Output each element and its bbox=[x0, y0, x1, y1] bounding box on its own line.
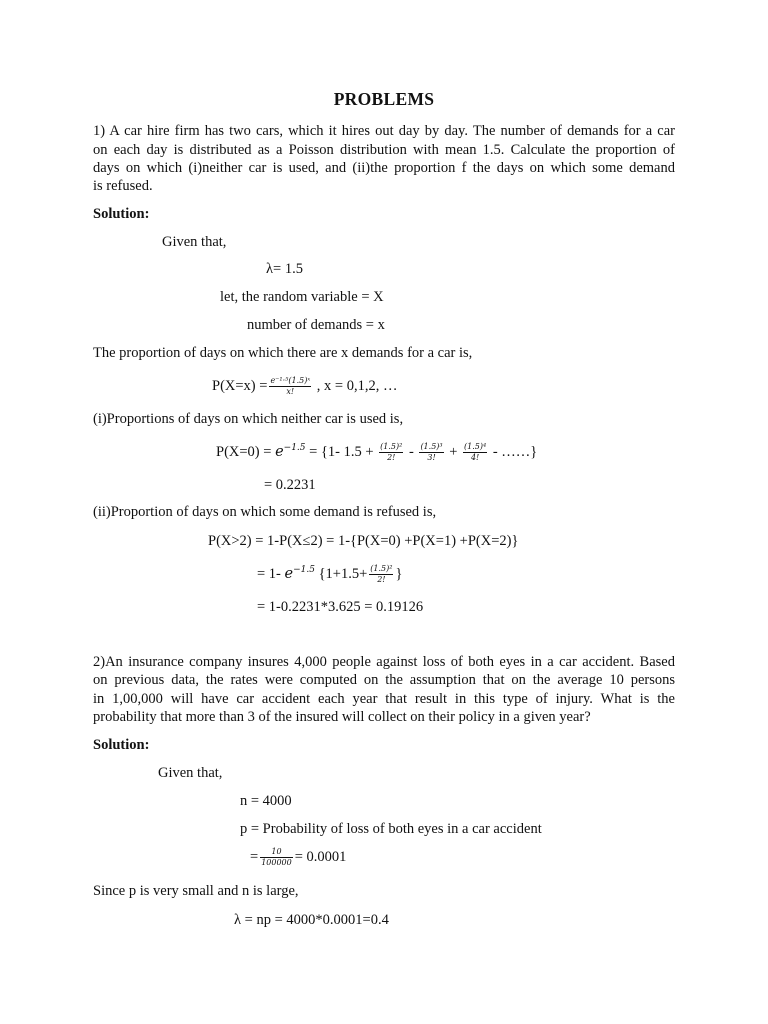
p0-e: e bbox=[275, 443, 284, 460]
part-i-text: (i)Proportions of days on which neither car is used is, bbox=[93, 411, 404, 427]
p-val: = 0.0001 bbox=[294, 848, 347, 865]
pgt2-line-3: = 1-0.2231*3.625 = 0.19126 bbox=[257, 599, 424, 615]
pgt2-e: e bbox=[284, 565, 294, 582]
pgt2-l2-b: {1+1.5+ bbox=[318, 565, 368, 582]
p-den: 100000 bbox=[261, 858, 292, 867]
problem1-line-2: on each day is distributed as a Poisson distribution with mean 1.5. Calculate the proportion of bbox=[93, 142, 675, 158]
p0-f2-den: 3! bbox=[419, 452, 443, 463]
p0-minus: - bbox=[408, 443, 414, 460]
p0-f3-num: (1.5)⁴ bbox=[464, 442, 487, 451]
random-variable-def: let, the random variable = X bbox=[220, 289, 384, 305]
p-value-formula bbox=[250, 847, 346, 868]
p0-formula bbox=[216, 442, 537, 463]
p0-fraction-3 bbox=[463, 442, 487, 463]
p0-tail: - ……} bbox=[492, 443, 538, 460]
p0-plus: + bbox=[449, 443, 458, 460]
pgt2-l2-a: = 1- bbox=[257, 565, 281, 582]
n-value: n = 4000 bbox=[240, 793, 292, 809]
p0-f2-num: (1.5)³ bbox=[420, 442, 443, 451]
pgt2-f-den: 2! bbox=[369, 574, 393, 585]
p-eq: = bbox=[250, 848, 259, 865]
p0-eq: = {1- 1.5 + bbox=[309, 443, 374, 460]
pmf-right: , x = 0,1,2, … bbox=[316, 377, 398, 394]
p0-f1-num: (1.5)² bbox=[380, 442, 403, 451]
lambda-1: λ= 1.5 bbox=[266, 261, 303, 277]
pmf-numerator: e⁻¹·⁵(1.5)ˣ bbox=[270, 376, 311, 385]
pgt2-fraction bbox=[369, 564, 393, 585]
proportion-text: The proportion of days on which there are x demands for a car is, bbox=[93, 345, 473, 361]
p0-fraction-2 bbox=[419, 442, 443, 463]
p-fraction bbox=[260, 847, 293, 868]
pmf-denominator: x! bbox=[269, 386, 311, 397]
demands-def: number of demands = x bbox=[247, 317, 385, 333]
problem1-line-1: 1) A car hire firm has two cars, which it hires out day by day. The number of demands for a car bbox=[93, 123, 675, 139]
pgt2-line-2 bbox=[257, 564, 402, 585]
problem2-line-3: in 1,00,000 will have car accident each year that result in this type of injury. What is the bbox=[93, 691, 675, 707]
p0-exponent: −1.5 bbox=[283, 443, 306, 453]
pgt2-exponent: −1.5 bbox=[293, 565, 315, 575]
page-title: PROBLEMS bbox=[333, 89, 435, 109]
part-ii-text: (ii)Proportion of days on which some demand is refused is, bbox=[93, 504, 437, 520]
p0-left: P(X=0) = bbox=[216, 443, 272, 460]
pgt2-line-1: P(X>2) = 1-P(X≤2) = 1-{P(X=0) +P(X=1) +P(X=2)} bbox=[208, 533, 519, 549]
problem2-line-4: probability that more than 3 of the insured will collect on their policy in a given year? bbox=[93, 709, 591, 725]
p-definition: p = Probability of loss of both eyes in a car accident bbox=[240, 821, 542, 837]
problem1-line-4: is refused. bbox=[93, 178, 153, 194]
p-num: 10 bbox=[271, 847, 282, 856]
solution-label-1: Solution: bbox=[93, 206, 150, 222]
problem1-line-3: days on which (i)neither car is used, and (ii)the proportion f the days on which some demand bbox=[93, 160, 675, 176]
p0-fraction-1 bbox=[379, 442, 403, 463]
lambda-2: λ = np = 4000*0.0001=0.4 bbox=[234, 912, 389, 928]
p0-f1-den: 2! bbox=[379, 452, 403, 463]
pmf-formula bbox=[212, 376, 397, 397]
given-1: Given that, bbox=[162, 234, 227, 250]
given-2: Given that, bbox=[158, 765, 223, 781]
p0-f3-den: 4! bbox=[463, 452, 487, 463]
p0-result: = 0.2231 bbox=[264, 477, 316, 493]
pmf-fraction bbox=[269, 376, 311, 397]
pmf-left: P(X=x) = bbox=[212, 377, 268, 394]
solution-label-2: Solution: bbox=[93, 737, 150, 753]
since-text: Since p is very small and n is large, bbox=[93, 883, 299, 899]
pgt2-f-num: (1.5)² bbox=[370, 564, 393, 573]
pgt2-l2-c: } bbox=[395, 565, 403, 582]
problem2-line-1: 2)An insurance company insures 4,000 people against loss of both eyes in a car accident. Based bbox=[93, 654, 675, 670]
problem2-line-2: on previous data, the rates were computed on the assumption that on the average 10 persons bbox=[93, 672, 675, 688]
